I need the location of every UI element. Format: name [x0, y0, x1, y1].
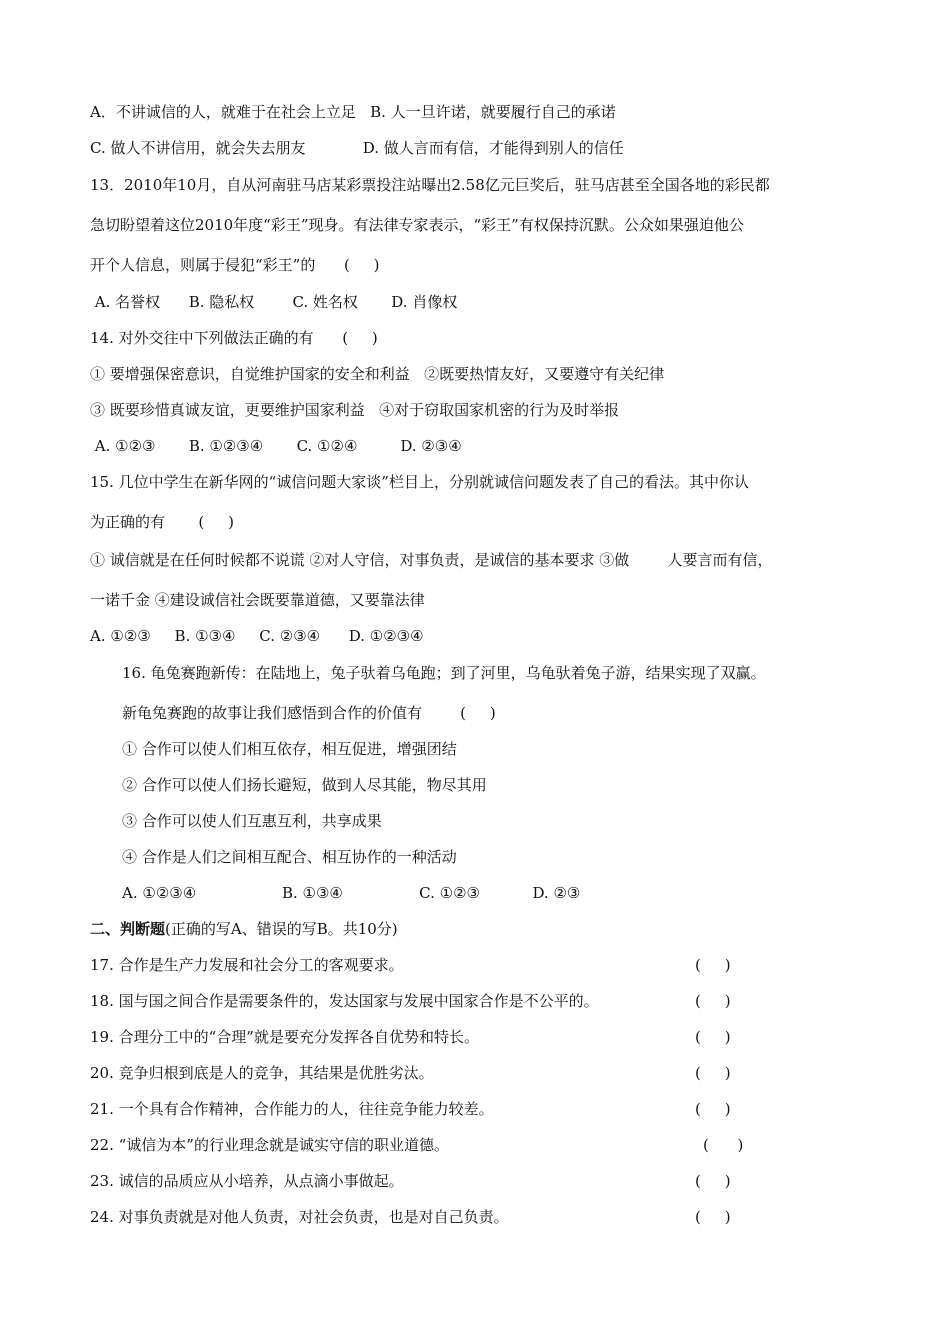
- answer-blank-17: ( ): [695, 956, 731, 974]
- answer-blank-18: ( ): [695, 992, 731, 1010]
- section-2-title: 二、判断题: [90, 920, 166, 938]
- q14-stem: 14. 对外交往中下列做法正确的有 ( ): [90, 329, 378, 347]
- section-2-note: (正确的写A、错误的写B。共10分): [165, 920, 398, 938]
- q16-stem-line-1: 16. 龟兔赛跑新传：在陆地上，兔子驮着乌龟跑；到了河里，乌龟驮着兔子游，结果实现了双赢。: [122, 664, 766, 682]
- answer-blank-19: ( ): [695, 1028, 731, 1046]
- judgment-22: 22. “诚信为本”的行业理念就是诚实守信的职业道德。: [90, 1136, 449, 1154]
- q13-stem-line-3: 开个人信息，则属于侵犯“彩王”的 ( ): [90, 256, 380, 274]
- q13-options: A. 名誉权 B. 隐私权 C. 姓名权 D. 肖像权: [90, 293, 458, 311]
- q15-item-line-1: ① 诚信就是在任何时候都不说谎 ②对人守信，对事负责，是诚信的基本要求 ③做 人要言而有信，: [90, 551, 773, 569]
- q16-item-3: ③ 合作可以使人们互惠互利，共享成果: [122, 812, 382, 830]
- answer-blank-24: ( ): [695, 1208, 731, 1226]
- q15-stem-line-1: 15. 几位中学生在新华网的“诚信问题大家谈”栏目上，分别就诚信问题发表了自己的看法。其中你认: [90, 473, 749, 491]
- q16-item-4: ④ 合作是人们之间相互配合、相互协作的一种活动: [122, 848, 457, 866]
- q13-stem-line-2: 急切盼望着这位2010年度“彩王”现身。有法律专家表示，“彩王”有权保持沉默。公众如果强迫他公: [90, 216, 744, 234]
- answer-blank-20: ( ): [695, 1064, 731, 1082]
- judgment-24: 24. 对事负责就是对他人负责，对社会负责，也是对自己负责。: [90, 1208, 509, 1226]
- judgment-17: 17. 合作是生产力发展和社会分工的客观要求。: [90, 956, 404, 974]
- q14-options: A. ①②③ B. ①②③④ C. ①②④ D. ②③④: [90, 437, 462, 455]
- judgment-20: 20. 竞争归根到底是人的竞争，其结果是优胜劣汰。: [90, 1064, 434, 1082]
- judgment-18: 18. 国与国之间合作是需要条件的，发达国家与发展中国家合作是不公平的。: [90, 992, 599, 1010]
- judgment-23: 23. 诚信的品质应从小培养，从点滴小事做起。: [90, 1172, 404, 1190]
- q12-options-line-1: A．不讲诚信的人，就难于在社会上立足 B. 人一旦许诺，就要履行自己的承诺: [90, 103, 616, 121]
- judgment-21: 21. 一个具有合作精神，合作能力的人，往往竞争能力较差。: [90, 1100, 494, 1118]
- section-2-heading: [90, 919, 398, 939]
- q16-item-2: ② 合作可以使人们扬长避短，做到人尽其能，物尽其用: [122, 776, 487, 794]
- q14-item-2: ③ 既要珍惜真诚友谊，更要维护国家利益 ④对于窃取国家机密的行为及时举报: [90, 401, 620, 419]
- q12-options-line-2: C. 做人不讲信用，就会失去朋友 D. 做人言而有信，才能得到别人的信任: [90, 139, 624, 157]
- q16-item-1: ① 合作可以使人们相互依存，相互促进，增强团结: [122, 740, 457, 758]
- q14-item-1: ① 要增强保密意识，自觉维护国家的安全和利益 ②既要热情友好，又要遵守有关纪律: [90, 365, 665, 383]
- answer-blank-23: ( ): [695, 1172, 731, 1190]
- judgment-19: 19. 合理分工中的“合理”就是要充分发挥各自优势和特长。: [90, 1028, 479, 1046]
- q15-item-line-2: 一诺千金 ④建设诚信社会既要靠道德，又要靠法律: [90, 591, 425, 609]
- q15-options: A. ①②③ B. ①③④ C. ②③④ D. ①②③④: [90, 627, 424, 645]
- q15-stem-line-2: 为正确的有 ( ): [90, 513, 234, 531]
- q16-stem-line-2: 新龟兔赛跑的故事让我们感悟到合作的价值有 ( ): [122, 704, 496, 722]
- answer-blank-21: ( ): [695, 1100, 731, 1118]
- q16-options: A. ①②③④ B. ①③④ C. ①②③ D. ②③: [122, 884, 581, 902]
- q13-stem-line-1: 13．2010年10月，自从河南驻马店某彩票投注站曝出2.58亿元巨奖后，驻马店甚至全国各地的彩民都: [90, 176, 770, 194]
- answer-blank-22: ( ): [703, 1136, 744, 1154]
